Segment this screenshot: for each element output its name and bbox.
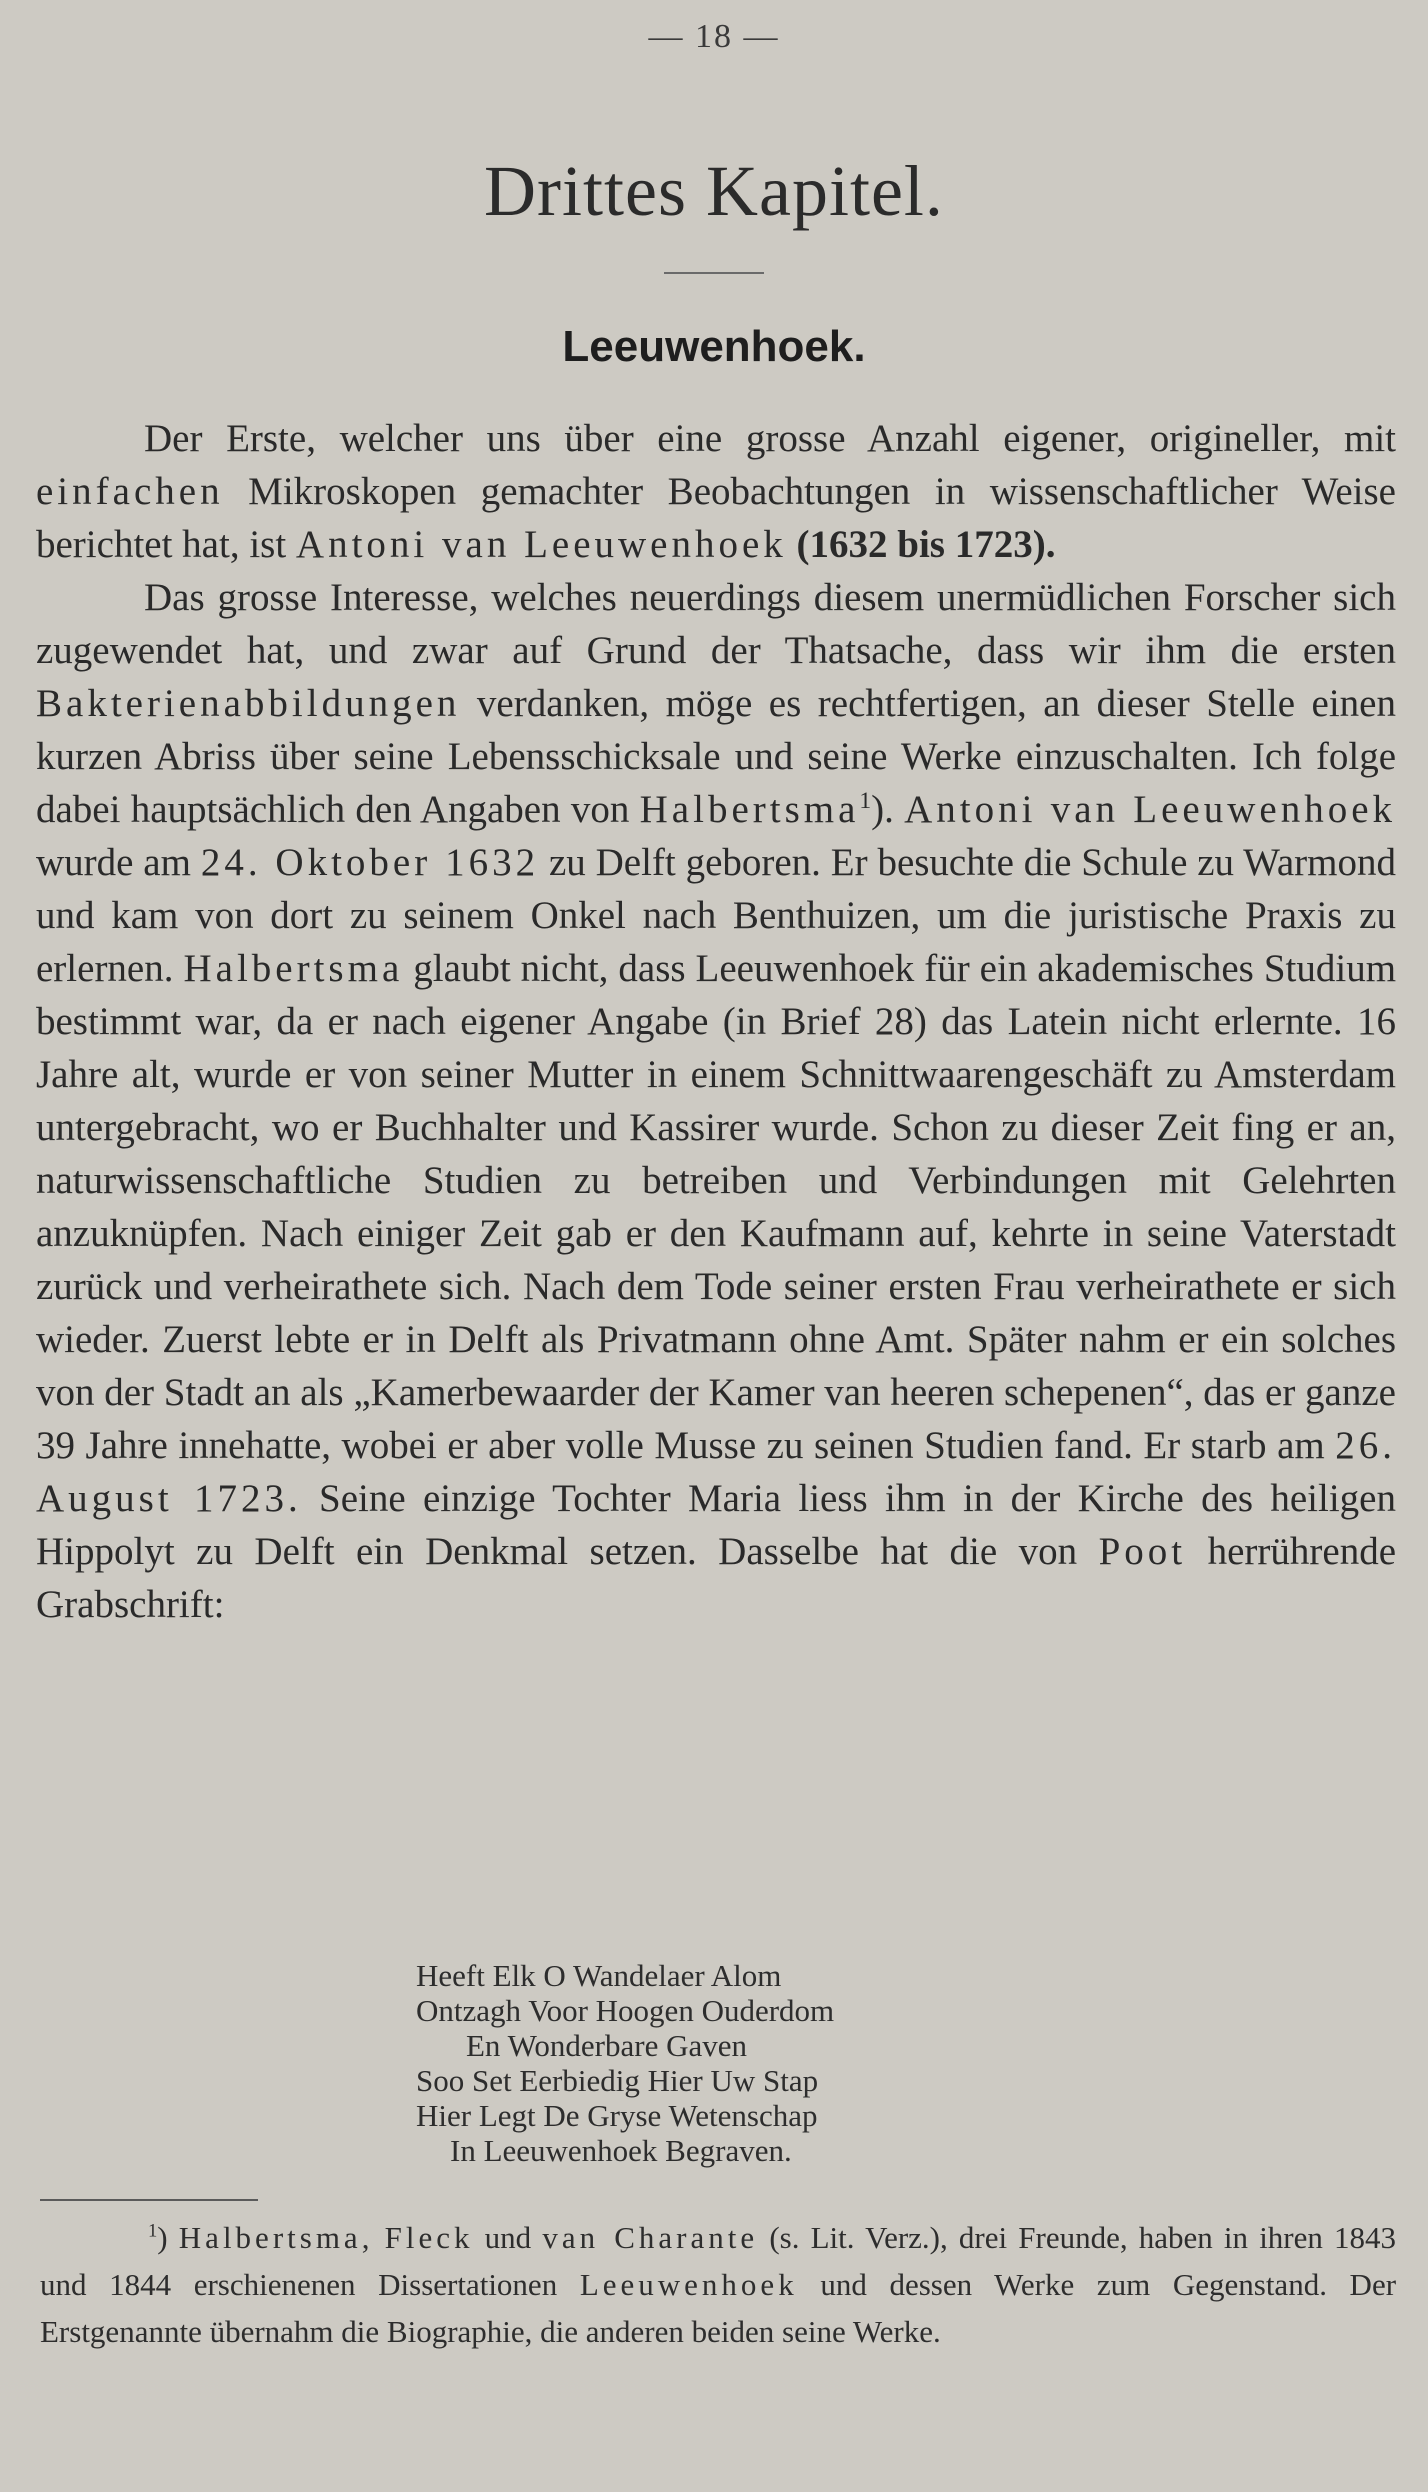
verse-line: Hier Legt De Gryse Wetenschap	[416, 2098, 818, 2133]
spaced-name: Antoni van Leeuwenhoek	[295, 523, 787, 566]
verse-line: Ontzagh Voor Hoogen Ouderdom	[416, 1993, 835, 2028]
verse-line: In Leeuwenhoek Begraven.	[450, 2133, 792, 2168]
spaced-name: Halbertsma	[183, 947, 404, 990]
paragraph-2	[36, 571, 1396, 1631]
verse-line: Soo Set Eerbiedig Hier Uw Stap	[416, 2063, 819, 2098]
text-run: und	[484, 2220, 532, 2255]
spaced-date: 26. August 1723.	[36, 1424, 1397, 1520]
spaced-name: van Charante	[542, 2220, 759, 2255]
spaced-text: einfachen	[36, 470, 224, 513]
text-run: zu Delft geboren. Er besuchte die Schule zu Warmond und kam von dort zu seinem Onkel nach Benthuizen, um die juristische Praxis zu erlernen.	[36, 841, 1397, 990]
text-run: (s. Lit. Verz.), drei Freunde, haben in ihren 1843 und 1844 erschienenen Dissertationen	[40, 2220, 1397, 2302]
text-run: glaubt nicht, dass Leeuwenhoek für ein akademisches Studium bestimmt war, da er nach eigener Angabe (in Brief 28) das Latein nicht erlernte. 16 Jahre alt, wurde er von seiner Mutter in einem Schnittwaarengeschäft zu Amsterdam untergebracht, wo er Buchhalter und Kassirer wurde. Schon zu dieser Zeit fing er an, naturwissenschaftliche Studien zu betreiben und Verbindungen mit Gelehrten anzuknüpfen. Nach einiger Zeit gab er den Kaufmann auf, kehrte in seine Vaterstadt zurück und verheirathete sich. Nach dem Tode seiner ersten Frau verheirathete er sich wieder. Zuerst lebte er in Delft als Privatmann ohne Amt. Später nahm er ein solches von der Stadt an als „Kamerbewaarder der Kamer van heeren schepenen“, das er ganze 39 Jahre innehatte, wobei er aber volle Musse zu seinen Studien fand. Er starb am	[36, 947, 1397, 1467]
spaced-name: Poot	[1098, 1530, 1187, 1573]
text-run: Seine einzige Tochter Maria liess ihm in der Kirche des heiligen Hippolyt zu Delft ein Denkmal setzen. Dasselbe hat die von	[36, 1477, 1396, 1573]
epitaph-verse	[416, 1958, 834, 2168]
footnote-divider	[40, 2199, 258, 2201]
bold-dates: (1632 bis 1723).	[796, 523, 1056, 566]
spaced-name: Halbertsma	[639, 788, 860, 831]
spaced-date: 24. Oktober 1632	[200, 841, 540, 884]
spaced-name: Fleck	[384, 2220, 474, 2255]
section-title: Leeuwenhoek.	[562, 322, 866, 371]
chapter-title: Drittes Kapitel.	[484, 151, 944, 231]
text-run: verdanken, möge es rechtfertigen, an dieser Stelle einen kurzen Abriss über seine Lebensschicksale und seine Werke einzuschalten. Ich folge dabei hauptsächlich den Angaben von	[36, 682, 1396, 831]
verse-line: En Wonderbare Gaven	[466, 2028, 747, 2063]
text-run: )	[157, 2220, 168, 2255]
body-text	[36, 412, 1396, 1631]
footnote	[40, 2214, 1396, 2355]
spaced-name: Halbertsma,	[178, 2220, 374, 2255]
verse-line: Heeft Elk O Wandelaer Alom	[416, 1958, 782, 1993]
spaced-name: Antoni van Leeuwenhoek	[904, 788, 1397, 831]
page-number: — 18 —	[648, 18, 780, 55]
text-run: herrührende Grabschrift:	[36, 1530, 1397, 1626]
text-run: ).	[871, 788, 894, 831]
spaced-text: Bakterienabbildungen	[36, 682, 461, 725]
text-run: Das grosse Interesse, welches neuerdings diesem unermüdlichen Forscher sich zugewendet hat, und zwar auf Grund der Thatsache, dass wir ihm die ersten	[36, 576, 1396, 672]
text-run: Der Erste, welcher uns über eine grosse Anzahl eigener, origineller, mit	[144, 417, 1396, 460]
title-divider	[664, 272, 764, 274]
paragraph-1	[36, 412, 1396, 571]
text-run: und dessen Werke zum Gegenstand. Der Erstgenannte übernahm die Biographie, die anderen beiden seine Werke.	[40, 2267, 1397, 2349]
footnote-mark: 1	[148, 2220, 158, 2242]
text-run: Mikroskopen gemachter Beobachtungen in wissenschaftlicher Weise berichtet hat, ist	[36, 470, 1396, 566]
spaced-name: Leeuwenhoek	[579, 2267, 798, 2302]
text-run: wurde am	[36, 841, 191, 884]
footnote-ref: 1	[859, 788, 872, 814]
